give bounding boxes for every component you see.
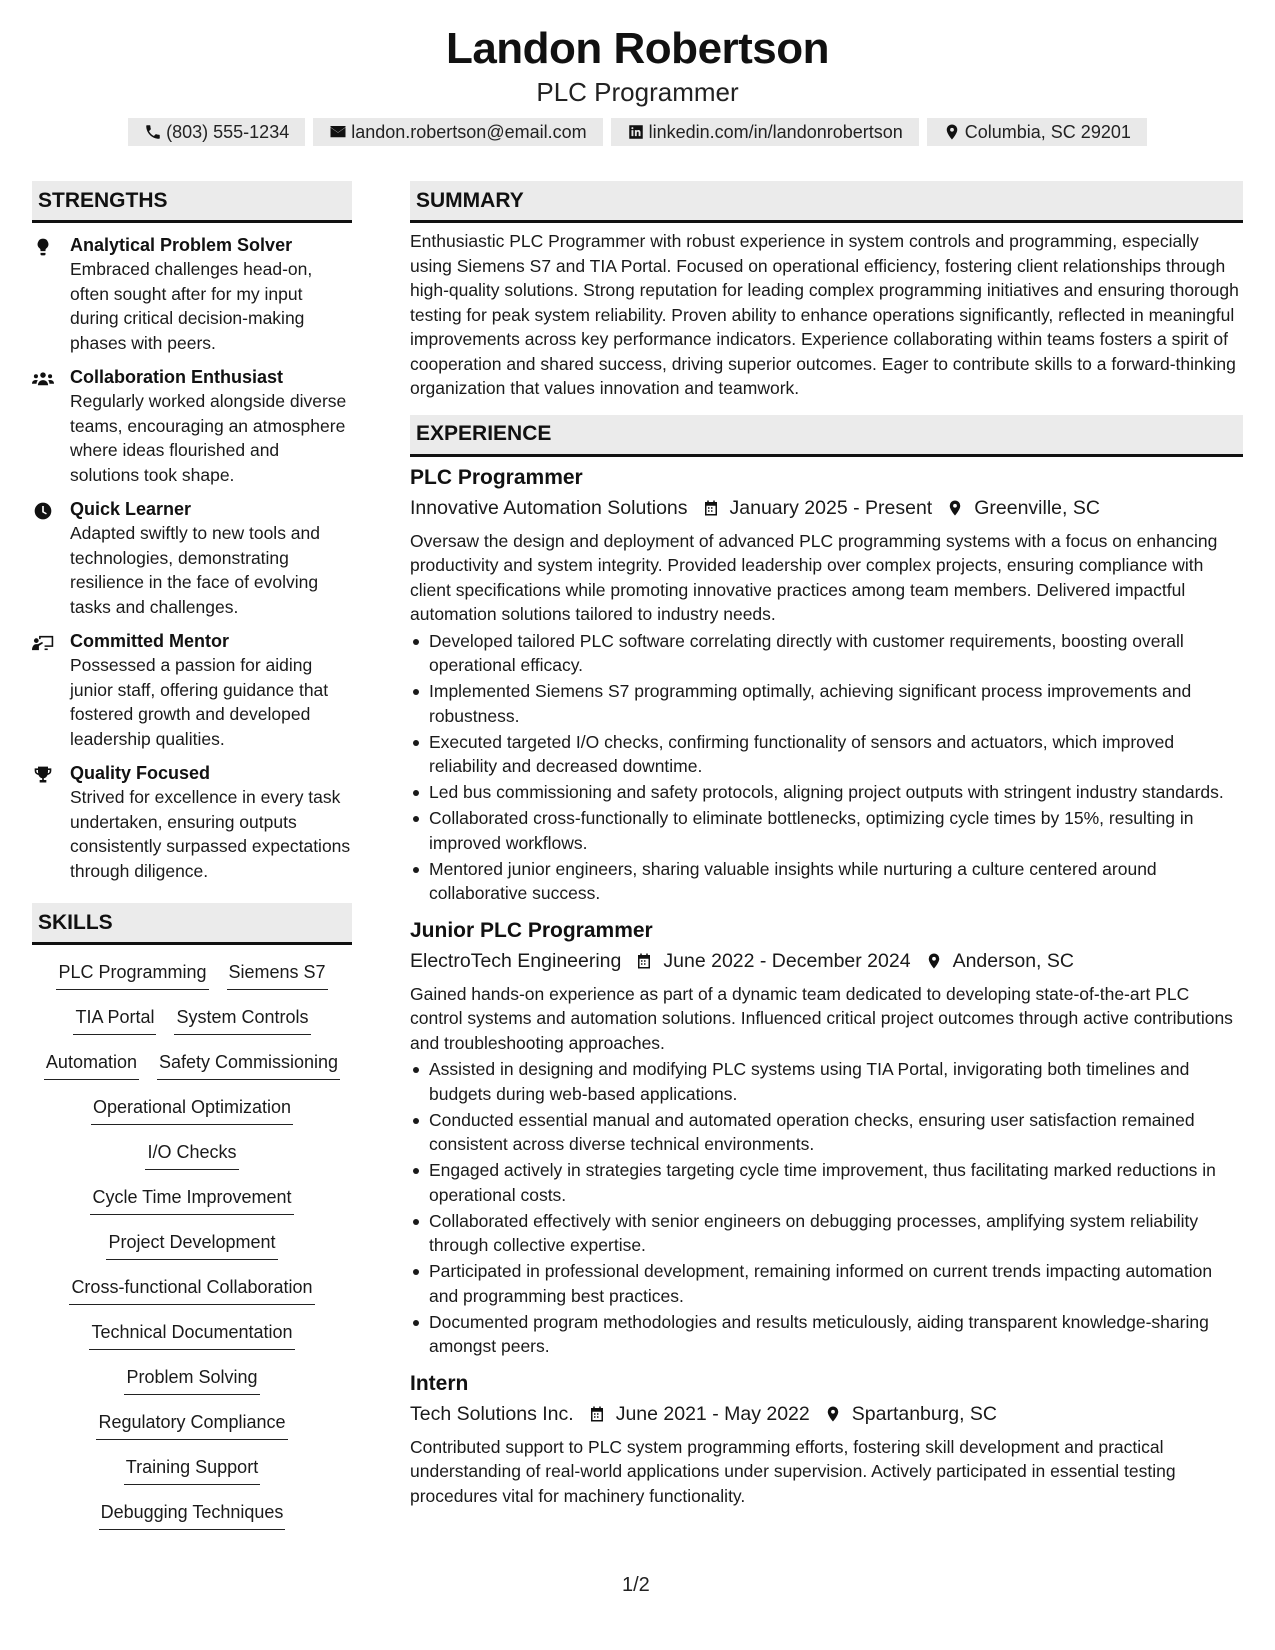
phone-icon	[144, 123, 162, 141]
skill-tag: PLC Programming	[56, 959, 208, 990]
linkedin-icon	[627, 123, 645, 141]
trophy-icon	[32, 765, 54, 785]
contact-linkedin-text: linkedin.com/in/landonrobertson	[648, 121, 903, 142]
contact-phone[interactable]	[128, 118, 305, 146]
strength-item	[32, 365, 352, 487]
summary-heading: SUMMARY	[410, 181, 1243, 223]
skills-heading: SKILLS	[32, 903, 352, 945]
job-description: Oversaw the design and deployment of advanced PLC programming systems with a focus on enhancing productivity and system integrity. Provided leadership over complex projects, ensuring compliance with client specifications while promoting innovative practices among team members. Delivered impactful automation solutions tailored to industry needs.	[410, 530, 1218, 624]
skill-tag: Cross-functional Collaboration	[69, 1274, 314, 1305]
job-entry	[410, 463, 1243, 906]
job-company: Innovative Automation Solutions	[410, 496, 688, 519]
skills-list	[32, 959, 352, 1544]
summary-text: Enthusiastic PLC Programmer with robust experience in system controls and programming, especially using Siemens S7 and TIA Portal. Focused on operational efficiency, fostering client relationships through high-quality solutions. Strong reputation for leading complex programming initiatives and ensuring thorough testing for peak system reliability. Proven ability to enhance operations significantly, reflected in meaningful improvements across key performance indicators. Experience collaborating within teams fosters a spirit of cooperation and shared success, driving superior outcomes. Eager to contribute skills to a forward-thinking organization that values innovation and teamwork.	[410, 231, 1239, 398]
skill-tag: System Controls	[174, 1004, 310, 1035]
contact-bar	[0, 118, 1275, 146]
skill-tag: Regulatory Compliance	[96, 1409, 287, 1440]
strengths-heading: STRENGTHS	[32, 181, 352, 223]
calendar-icon	[702, 498, 720, 518]
strength-title: Analytical Problem Solver	[70, 235, 293, 255]
job-entry	[410, 916, 1243, 1359]
strength-title: Collaboration Enthusiast	[70, 367, 284, 387]
job-meta	[410, 493, 1243, 523]
strength-desc: Adapted swiftly to new tools and technologies, demonstrating resilience in the face of evolving tasks and challenges.	[70, 523, 321, 617]
job-bullets	[410, 1057, 1243, 1359]
skill-tag: Technical Documentation	[89, 1319, 294, 1350]
calendar-icon	[635, 951, 653, 971]
strength-item	[32, 497, 352, 619]
job-title: Junior PLC Programmer	[410, 918, 653, 942]
map-pin-icon	[925, 951, 943, 971]
strength-item	[32, 233, 352, 355]
job-description: Contributed support to PLC system programming efforts, fostering skill development and practical understanding of real-world applications under supervision. Actively participated in essential testing procedures vital for machinery functionality.	[410, 1436, 1176, 1506]
contact-email-text: landon.robertson@email.com	[351, 121, 587, 142]
job-location: Greenville, SC	[974, 496, 1100, 519]
job-bullet: Documented program methodologies and results meticulously, aiding transparent knowledge-sharing amongst peers.	[410, 1310, 1243, 1359]
strength-item	[32, 629, 352, 751]
skill-tag: Operational Optimization	[91, 1094, 293, 1125]
skill-tag: TIA Portal	[73, 1004, 156, 1035]
skill-tag: Debugging Techniques	[99, 1499, 286, 1530]
candidate-name: Landon Robertson	[445, 24, 830, 73]
calendar-icon	[588, 1404, 606, 1424]
job-company: ElectroTech Engineering	[410, 949, 622, 972]
job-bullet: Led bus commissioning and safety protocols, aligning project outputs with stringent industry standards.	[410, 780, 1243, 805]
job-dates: June 2022 - December 2024	[663, 949, 911, 972]
job-bullet: Collaborated cross-functionally to eliminate bottlenecks, optimizing cycle times by 15%, resulting in improved workflows.	[410, 806, 1243, 855]
map-pin-icon	[943, 123, 961, 141]
candidate-title: PLC Programmer	[536, 77, 739, 107]
map-pin-icon	[824, 1404, 842, 1424]
strength-desc: Strived for excellence in every task undertaken, ensuring outputs consistently surpassed expectations through diligence.	[70, 787, 351, 881]
job-bullet: Executed targeted I/O checks, confirming functionality of sensors and actuators, which improved reliability and decreased downtime.	[410, 730, 1243, 779]
job-bullet: Mentored junior engineers, sharing valuable insights while nurturing a culture centered around collaborative success.	[410, 857, 1243, 906]
job-bullet: Participated in professional development, remaining informed on current trends impacting automation and programming best practices.	[410, 1259, 1243, 1308]
skill-tag: Problem Solving	[124, 1364, 259, 1395]
teacher-icon	[32, 633, 54, 653]
contact-location-text: Columbia, SC 29201	[964, 121, 1131, 142]
contact-location	[927, 118, 1147, 146]
job-meta	[410, 1399, 1243, 1429]
job-entry	[410, 1369, 1243, 1509]
strength-title: Quality Focused	[70, 763, 211, 783]
strength-title: Quick Learner	[70, 499, 192, 519]
job-meta	[410, 946, 1243, 976]
strength-title: Committed Mentor	[70, 631, 229, 651]
job-bullet: Developed tailored PLC software correlating directly with customer requirements, boosting overall operational efficacy.	[410, 629, 1243, 678]
skill-tag: Safety Commissioning	[157, 1049, 340, 1080]
skill-tag: Cycle Time Improvement	[90, 1184, 293, 1215]
skill-tag: Automation	[44, 1049, 139, 1080]
contact-phone-text: (803) 555-1234	[166, 121, 290, 142]
job-title: PLC Programmer	[410, 465, 583, 489]
envelope-icon	[329, 123, 347, 141]
left-column	[32, 181, 352, 1544]
job-location: Anderson, SC	[952, 949, 1074, 972]
clock-icon	[32, 501, 54, 521]
contact-email[interactable]	[313, 118, 602, 146]
strength-desc: Possessed a passion for aiding junior staff, offering guidance that fostered growth and developed leadership qualities.	[70, 655, 329, 749]
job-bullets	[410, 629, 1243, 906]
skill-tag: Training Support	[124, 1454, 260, 1485]
strength-desc: Regularly worked alongside diverse teams, encouraging an atmosphere where ideas flourished and solutions took shape.	[70, 391, 347, 485]
job-description: Gained hands-on experience as part of a dynamic team dedicated to developing state-of-the-art PLC control systems and automation solutions. Influenced critical project outcomes through active contributions and troubleshooting approaches.	[410, 983, 1233, 1053]
right-column	[410, 181, 1243, 1508]
strength-desc: Embraced challenges head-on, often sought after for my input during critical decision-making phases with peers.	[70, 259, 313, 353]
page-number: 1/2	[622, 1574, 650, 1596]
experience-heading: EXPERIENCE	[410, 415, 1243, 457]
job-bullet: Collaborated effectively with senior engineers on debugging processes, amplifying system reliability through collective expertise.	[410, 1209, 1243, 1258]
strengths-list	[32, 233, 352, 883]
job-bullet: Conducted essential manual and automated operation checks, ensuring user satisfaction remained consistent across diverse technical environments.	[410, 1108, 1243, 1157]
contact-linkedin[interactable]	[611, 118, 919, 146]
skill-tag: I/O Checks	[145, 1139, 238, 1170]
job-dates: June 2021 - May 2022	[615, 1402, 810, 1425]
job-bullet: Implemented Siemens S7 programming optimally, achieving significant process improvements and robustness.	[410, 679, 1243, 728]
users-icon	[32, 369, 54, 389]
lightbulb-icon	[32, 237, 54, 257]
job-dates: January 2025 - Present	[729, 496, 933, 519]
job-company: Tech Solutions Inc.	[410, 1402, 574, 1425]
job-bullet: Assisted in designing and modifying PLC systems using TIA Portal, invigorating both timelines and budgets during web-based applications.	[410, 1057, 1243, 1106]
resume-header	[0, 22, 1275, 146]
map-pin-icon	[946, 498, 964, 518]
strength-item	[32, 761, 352, 883]
job-title: Intern	[410, 1371, 469, 1395]
skill-tag: Project Development	[106, 1229, 277, 1260]
skill-tag: Siemens S7	[227, 959, 328, 990]
job-bullet: Engaged actively in strategies targeting cycle time improvement, thus facilitating marked reductions in operational costs.	[410, 1158, 1243, 1207]
job-location: Spartanburg, SC	[851, 1402, 998, 1425]
